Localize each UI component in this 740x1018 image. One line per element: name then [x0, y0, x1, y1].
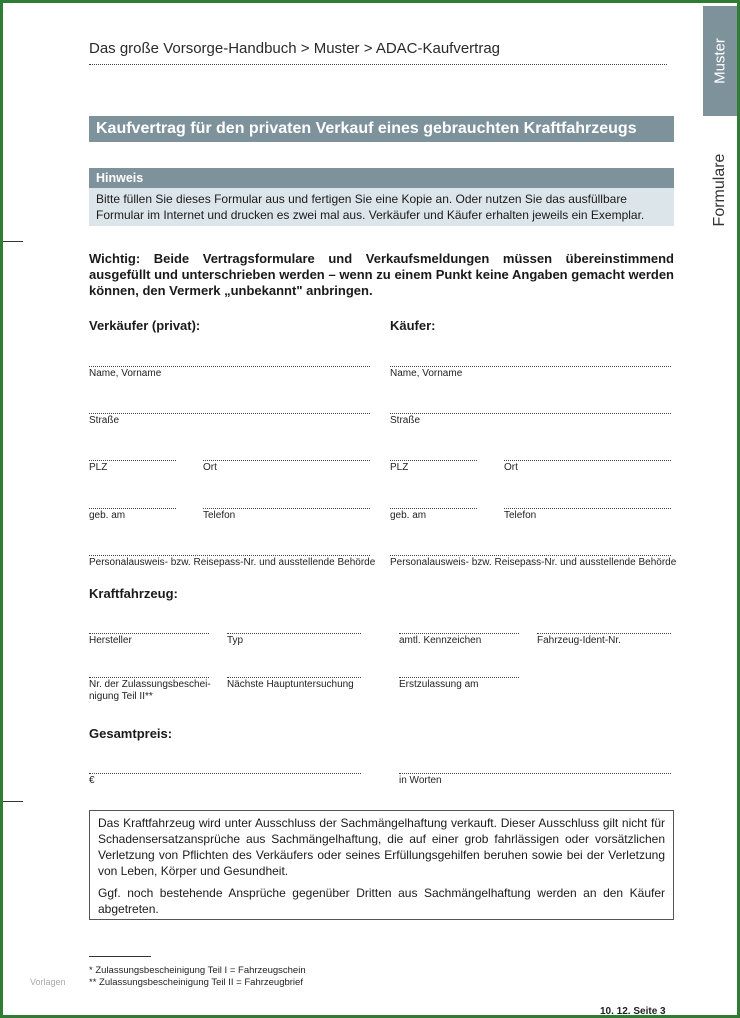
watermark: Vorlagen: [30, 977, 66, 987]
breadcrumb-divider: [89, 64, 667, 65]
buyer-id-label: Personalausweis- bzw. Reisepass-Nr. und ausstellende Behörde: [390, 557, 677, 568]
seller-birth-field[interactable]: [89, 508, 176, 509]
seller-name-field[interactable]: [89, 366, 370, 367]
price-amount-field[interactable]: [89, 773, 361, 774]
page-title: Kaufvertrag für den privaten Verkauf eines gebrauchten Kraftfahrzeugs: [89, 116, 674, 142]
buyer-name-label: Name, Vorname: [390, 368, 463, 379]
buyer-zip-label: PLZ: [390, 462, 409, 473]
buyer-id-field[interactable]: [390, 555, 671, 556]
side-label-formulare: Formulare: [711, 153, 728, 227]
vin-label: Fahrzeug-Ident-Nr.: [537, 635, 621, 646]
buyer-birth-field[interactable]: [390, 508, 477, 509]
footnote-2: ** Zulassungsbescheinigung Teil II = Fahrzeugbrief: [89, 977, 303, 988]
seller-phone-field[interactable]: [203, 508, 370, 509]
buyer-zip-field[interactable]: [390, 460, 477, 461]
footnote-1: * Zulassungsbescheinigung Teil I = Fahrzeugschein: [89, 965, 306, 976]
seller-birth-label: geb. am: [89, 510, 126, 521]
seller-street-field[interactable]: [89, 413, 370, 414]
seller-street-label: Straße: [89, 415, 120, 426]
side-tab-label: Muster: [711, 38, 729, 84]
breadcrumb: Das große Vorsorge-Handbuch > Muster > ADAC-Kaufvertrag: [89, 40, 501, 57]
buyer-city-label: Ort: [504, 462, 518, 473]
page-number: 10. 12. Seite 3: [600, 1006, 666, 1017]
seller-zip-field[interactable]: [89, 460, 176, 461]
price-words-label: in Worten: [399, 775, 442, 786]
inspection-field[interactable]: [227, 677, 361, 678]
price-currency-label: €: [89, 775, 95, 786]
manufacturer-field[interactable]: [89, 633, 209, 634]
footnote-divider: [89, 956, 151, 957]
seller-id-label: Personalausweis- bzw. Reisepass-Nr. und ausstellende Behörde: [89, 557, 376, 568]
buyer-heading: Käufer:: [390, 318, 436, 333]
liability-clause-text: Das Kraftfahrzeug wird unter Ausschluss der Sachmängelhaftung verkauft. Dieser Ausschluss gilt nicht für Schadensersatzansprüche aus Sachmängelhaftung, die auf einer grob fahrlässigen oder vorsätzlichen Verletzung von Pflichten des Verkäufers oder seines Erfüllungsgehilfen beruhen sowie bei der Verletzung von Leben, Körper und Gesundheit.: [98, 816, 665, 878]
edge-mark: [3, 241, 23, 242]
price-words-field[interactable]: [399, 773, 671, 774]
seller-city-field[interactable]: [203, 460, 370, 461]
liability-clause-box: [89, 810, 674, 920]
inspection-label: Nächste Hauptuntersuchung: [227, 679, 354, 690]
buyer-name-field[interactable]: [390, 366, 671, 367]
side-tab-muster: [703, 6, 737, 116]
seller-zip-label: PLZ: [89, 462, 108, 473]
price-heading: Gesamtpreis:: [89, 726, 173, 741]
vehicle-heading: Kraftfahrzeug:: [89, 586, 178, 601]
vin-field[interactable]: [537, 633, 671, 634]
registration-number-field[interactable]: [89, 677, 209, 678]
buyer-city-field[interactable]: [504, 460, 671, 461]
seller-heading: Verkäufer (privat):: [89, 318, 201, 333]
buyer-phone-field[interactable]: [504, 508, 671, 509]
buyer-street-label: Straße: [390, 415, 421, 426]
edge-mark: [3, 801, 23, 802]
manufacturer-label: Hersteller: [89, 635, 132, 646]
first-registration-field[interactable]: [399, 677, 519, 678]
buyer-birth-label: geb. am: [390, 510, 427, 521]
important-note: Wichtig: Beide Vertragsformulare und Verkaufsmeldungen müssen übereinstimmend ausgefüllt und unterschrieben werden – wenn zu einem Punkt keine Angaben gemacht werden können, den Vermerk „unbekannt" anbringen.: [89, 251, 674, 298]
hint-text: Bitte füllen Sie dieses Formular aus und fertigen Sie eine Kopie an. Oder nutzen Sie das ausfüllbare Formular im Internet und drucken es zwei mal aus. Verkäufer und Käufer erhalten jeweils ein Exemplar.: [89, 188, 674, 226]
seller-name-label: Name, Vorname: [89, 368, 162, 379]
buyer-phone-label: Telefon: [504, 510, 537, 521]
registration-number-label-line1: Nr. der Zulassungsbeschei-: [89, 679, 211, 690]
type-field[interactable]: [227, 633, 361, 634]
claims-assignment-text: Ggf. noch bestehende Ansprüche gegenüber Dritten aus Sachmängelhaftung werden an den Käufer abgetreten.: [98, 886, 665, 916]
hint-heading: Hinweis: [89, 168, 674, 188]
type-label: Typ: [227, 635, 244, 646]
plate-label: amtl. Kennzeichen: [399, 635, 482, 646]
registration-number-label-line2: nigung Teil II**: [89, 691, 153, 702]
registration-number-label: [89, 679, 211, 703]
seller-phone-label: Telefon: [203, 510, 236, 521]
seller-id-field[interactable]: [89, 555, 370, 556]
buyer-street-field[interactable]: [390, 413, 671, 414]
first-registration-label: Erstzulassung am: [399, 679, 479, 690]
plate-field[interactable]: [399, 633, 519, 634]
seller-city-label: Ort: [203, 462, 217, 473]
